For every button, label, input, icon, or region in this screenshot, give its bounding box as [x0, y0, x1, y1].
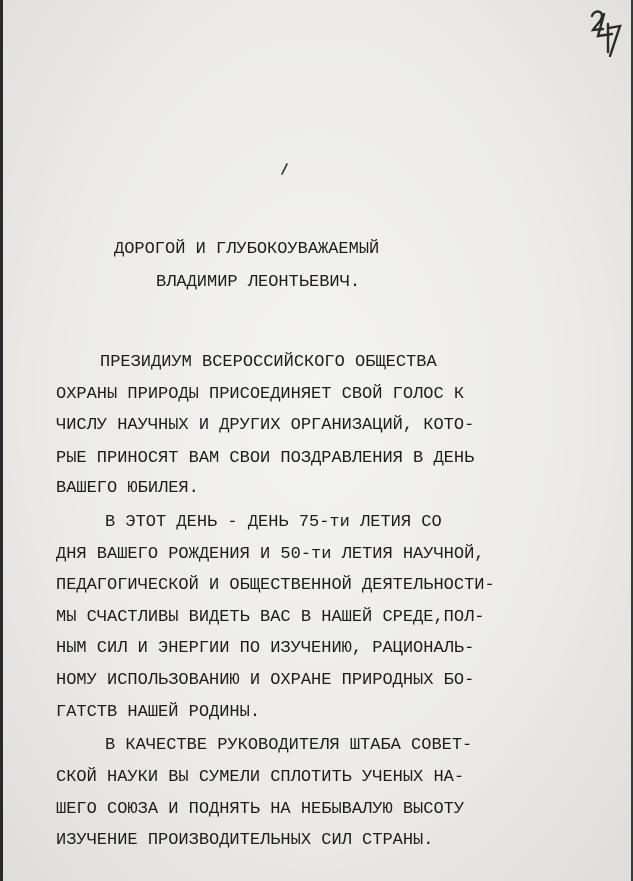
- body-line: ПРЕЗИДИУМ ВСЕРОССИЙСКОГО ОБЩЕСТВА: [100, 353, 437, 372]
- body-line: РЫЕ ПРИНОСЯТ ВАМ СВОИ ПОЗДРАВЛЕНИЯ В ДЕНЬ: [56, 449, 475, 468]
- body-line: ПЕДАГОГИЧЕСКОЙ И ОБЩЕСТВЕННОЙ ДЕЯТЕЛЬНОСТИ-: [56, 576, 495, 595]
- body-line: ВАШЕГО ЮБИЛЕЯ.: [56, 479, 199, 498]
- handwritten-page-number: [588, 6, 622, 58]
- body-line: ШЕГО СОЮЗА И ПОДНЯТЬ НА НЕБЫВАЛУЮ ВЫСОТУ: [56, 800, 465, 819]
- body-line: СКОЙ НАУКИ ВЫ СУМЕЛИ СПЛОТИТЬ УЧЕНЫХ НА-: [56, 768, 465, 787]
- body-line: В КАЧЕСТВЕ РУКОВОДИТЕЛЯ ШТАБА СОВЕТ-: [105, 736, 473, 755]
- body-line: ДНЯ ВАШЕГО РОЖДЕНИЯ И 50-ти ЛЕТИЯ НАУЧНОЙ,: [56, 545, 485, 564]
- body-line: ЧИСЛУ НАУЧНЫХ И ДРУГИХ ОРГАНИЗАЦИЙ, КОТО-: [56, 416, 475, 435]
- body-line: ИЗУЧЕНИЕ ПРОИЗВОДИТЕЛЬНЫХ СИЛ СТРАНЫ.: [56, 831, 434, 850]
- body-line: НОМУ ИСПОЛЬЗОВАНИЮ И ОХРАНЕ ПРИРОДНЫХ БО-: [56, 671, 475, 690]
- stray-pen-mark: [278, 162, 290, 176]
- body-line: В ЭТОТ ДЕНЬ - ДЕНЬ 75-ти ЛЕТИЯ СО: [105, 513, 442, 532]
- body-line: ГАТСТВ НАШЕЙ РОДИНЫ.: [56, 703, 261, 722]
- salutation-line: ВЛАДИМИР ЛЕОНТЬЕВИЧ.: [156, 273, 361, 292]
- salutation-line: ДОРОГОЙ И ГЛУБОКОУВАЖАЕМЫЙ: [114, 240, 380, 259]
- scan-left-edge: [0, 0, 3, 881]
- body-line: НЫМ СИЛ И ЭНЕРГИИ ПО ИЗУЧЕНИЮ, РАЦИОНАЛЬ-: [56, 639, 475, 658]
- body-line: МЫ СЧАСТЛИВЫ ВИДЕТЬ ВАС В НАШЕЙ СРЕДЕ,ПОЛ-: [56, 608, 485, 627]
- body-line: ОХРАНЫ ПРИРОДЫ ПРИСОЕДИНЯЕТ СВОЙ ГОЛОС К: [56, 385, 465, 404]
